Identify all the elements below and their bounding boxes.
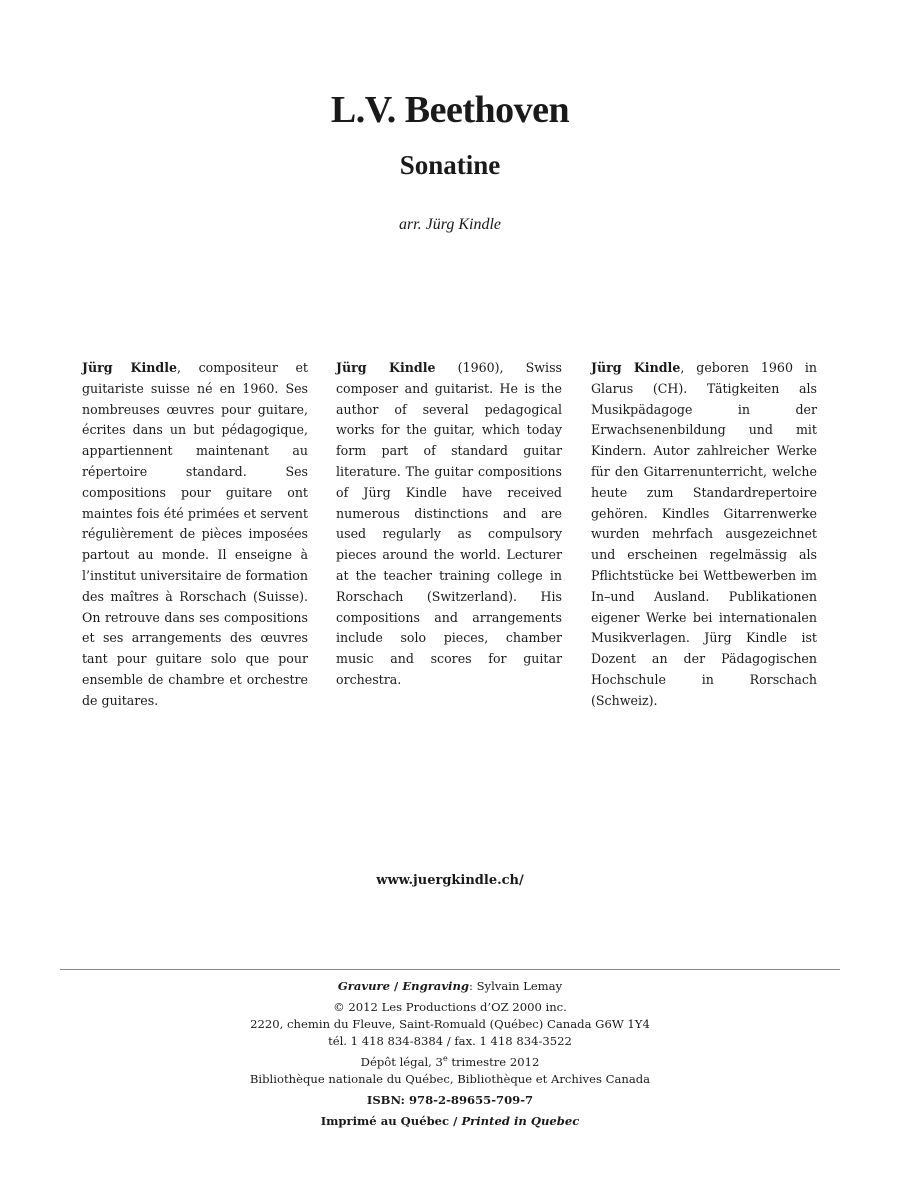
printed-separator: /: [449, 1114, 462, 1128]
engraving-label-en: Engraving: [402, 979, 469, 993]
engraver-name: : Sylvain Lemay: [469, 979, 563, 993]
website-link[interactable]: www.juergkindle.ch/: [376, 873, 524, 888]
bio-german-name: Jürg Kindle: [591, 360, 681, 375]
engraving-label-fr: Gravure: [337, 979, 391, 993]
bio-german: [591, 358, 817, 712]
work-title: Sonatine: [399, 150, 501, 180]
library-line: Bibliothèque nationale du Québec, Bibliothèque et Archives Canada: [249, 1072, 651, 1086]
publisher-block: [0, 999, 900, 1050]
legal-deposit-prefix: Dépôt légal, 3: [360, 1055, 443, 1069]
publisher-credits: [0, 978, 900, 1134]
bio-english: [336, 358, 562, 691]
footer-divider: [60, 969, 840, 970]
printed-en: Printed in Quebec: [461, 1114, 580, 1128]
printed-line: [0, 1113, 900, 1130]
printed-fr: Imprimé au Québec: [320, 1114, 450, 1128]
copyright-line: © 2012 Les Productions d’OZ 2000 inc.: [333, 1000, 567, 1014]
bio-french-text: , compositeur et guitariste suisse né en 1960. Ses nombreuses œuvres pour guitare, écrites dans un but pédagogique, appartiennent maintenant au répertoire standard. Ses compositions pour guitare ont maintes fois été primées et servent régulièrement de pièces imposées partout au monde. Il enseigne à l’institut universitaire de formation des maîtres à Rorschach (Suisse). On retrouve dans ses compositions et ses arrangements des œuvres tant pour guitare solo que pour ensemble de chambre et orchestre de guitares.: [82, 360, 308, 708]
bio-german-text: , geboren 1960 in Glarus (CH). Tätigkeiten als Musikpädagoge in der Erwachsenenbildung und mit Kindern. Autor zahlreicher Werke für den Gitarrenunterricht, welche heute zum Standardrepertoire gehören. Kindles Gitarrenwerke wurden mehrfach ausgezeichnet und erscheinen regelmässig als Pflichtstücke bei Wettbewerben im In–und Ausland. Publikationen eigener Werke bei internationalen Musikverlagen. Jürg Kindle ist Dozent an der Pädagogischen Hochschule in Rorschach (Schweiz).: [591, 360, 817, 708]
bio-english-text: (1960), Swiss composer and guitarist. He is the author of several pedagogical works for the guitar, which today form part of standard guitar literature. The guitar compositions of Jürg Kindle have received numerous distinctions and are used regularly as compulsory pieces around the world. Lecturer at the teacher training college in Rorschach (Switzerland). His compositions and arrangements include solo pieces, chamber music and scores for guitar orchestra.: [336, 360, 563, 687]
arranger-credit: arr. Jürg Kindle: [398, 216, 502, 233]
legal-block: [0, 1054, 900, 1088]
bio-french-name: Jürg Kindle: [82, 360, 177, 375]
composer-title: L.V. Beethoven: [330, 89, 570, 131]
legal-deposit-line: [0, 1054, 900, 1071]
bio-english-name: Jürg Kindle: [336, 360, 436, 375]
legal-deposit-sup: e: [442, 1054, 448, 1064]
phone-line: tél. 1 418 834-8384 / fax. 1 418 834-3522: [328, 1034, 572, 1048]
address-line: 2220, chemin du Fleuve, Saint-Romuald (Québec) Canada G6W 1Y4: [250, 1017, 650, 1031]
isbn-line: ISBN: 978-2-89655-709-7: [366, 1093, 534, 1107]
engraving-separator: /: [390, 979, 403, 993]
legal-deposit-suffix: trimestre 2012: [447, 1055, 540, 1069]
bio-french: [82, 358, 308, 712]
engraving-line: [0, 978, 900, 995]
